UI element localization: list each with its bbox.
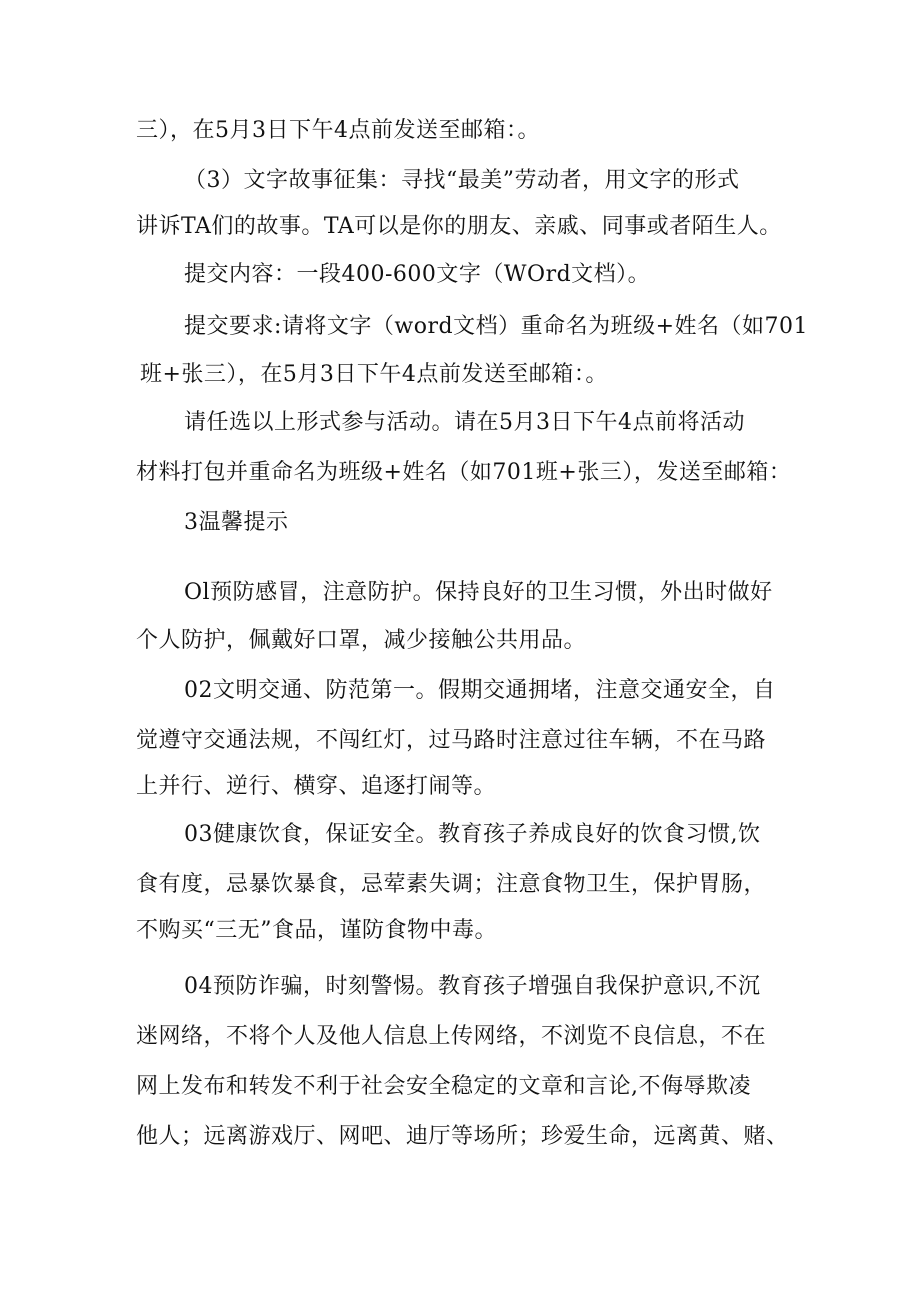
text-line-6: 班+张三），在5月3日下午4点前发送至邮箱：。	[140, 362, 608, 387]
text-line-8: 材料打包并重命名为班级+姓名（如701班+张三），发送至邮箱：	[136, 460, 792, 485]
text-line-11: 个人防护，佩戴好口罩，减少接触公共用品。	[136, 628, 587, 653]
text-line-2: （3）文字故事征集：寻找“最美”劳动者，用文字的形式	[184, 168, 740, 193]
text-line-3: 讲诉TA们的故事。TA可以是你的朋友、亲戚、同事或者陌生人。	[136, 214, 782, 239]
text-line-12: 02文明交通、防范第一。假期交通拥堵，注意交通安全，自	[184, 678, 776, 703]
text-line-14: 上并行、逆行、横穿、追逐打闹等。	[136, 774, 497, 799]
text-line-13: 觉遵守交通法规，不闯红灯，过马路时注意过往车辆，不在马路	[136, 728, 767, 753]
text-line-7: 请任选以上形式参与活动。请在5月3日下午4点前将活动	[184, 410, 745, 435]
section-heading: 3温馨提示	[184, 510, 289, 535]
text-line-10: Ol预防感冒，注意防护。保持良好的卫生习惯，外出时做好	[184, 580, 773, 605]
text-line-4: 提交内容：一段400-600文字（WOrd文档）。	[184, 262, 651, 287]
text-line-5: 提交要求:请将文字（word文档）重命名为班级+姓名（如701	[184, 314, 809, 339]
text-line-19: 迷网络，不将个人及他人信息上传网络，不浏览不良信息，不在	[136, 1024, 767, 1049]
text-line-1: 三），在5月3日下午4点前发送至邮箱：。	[136, 118, 540, 143]
text-line-15: 03健康饮食，保证安全。教育孩子养成良好的饮食习惯,饮	[184, 822, 761, 847]
text-line-16: 食有度，忌暴饮暴食，忌荤素失调；注意食物卫生，保护胃肠，	[136, 872, 767, 897]
text-line-17: 不购买“三无”食品，谨防食物中毒。	[136, 918, 497, 943]
text-line-18: 04预防诈骗，时刻警惕。教育孩子增强自我保护意识,不沉	[184, 974, 761, 999]
text-line-20: 网上发布和转发不利于社会安全稳定的文章和言论,不侮辱欺凌	[136, 1074, 751, 1099]
text-line-21: 他人；远离游戏厅、网吧、迪厅等场所；珍爱生命，远离黄、赌、	[136, 1124, 789, 1149]
